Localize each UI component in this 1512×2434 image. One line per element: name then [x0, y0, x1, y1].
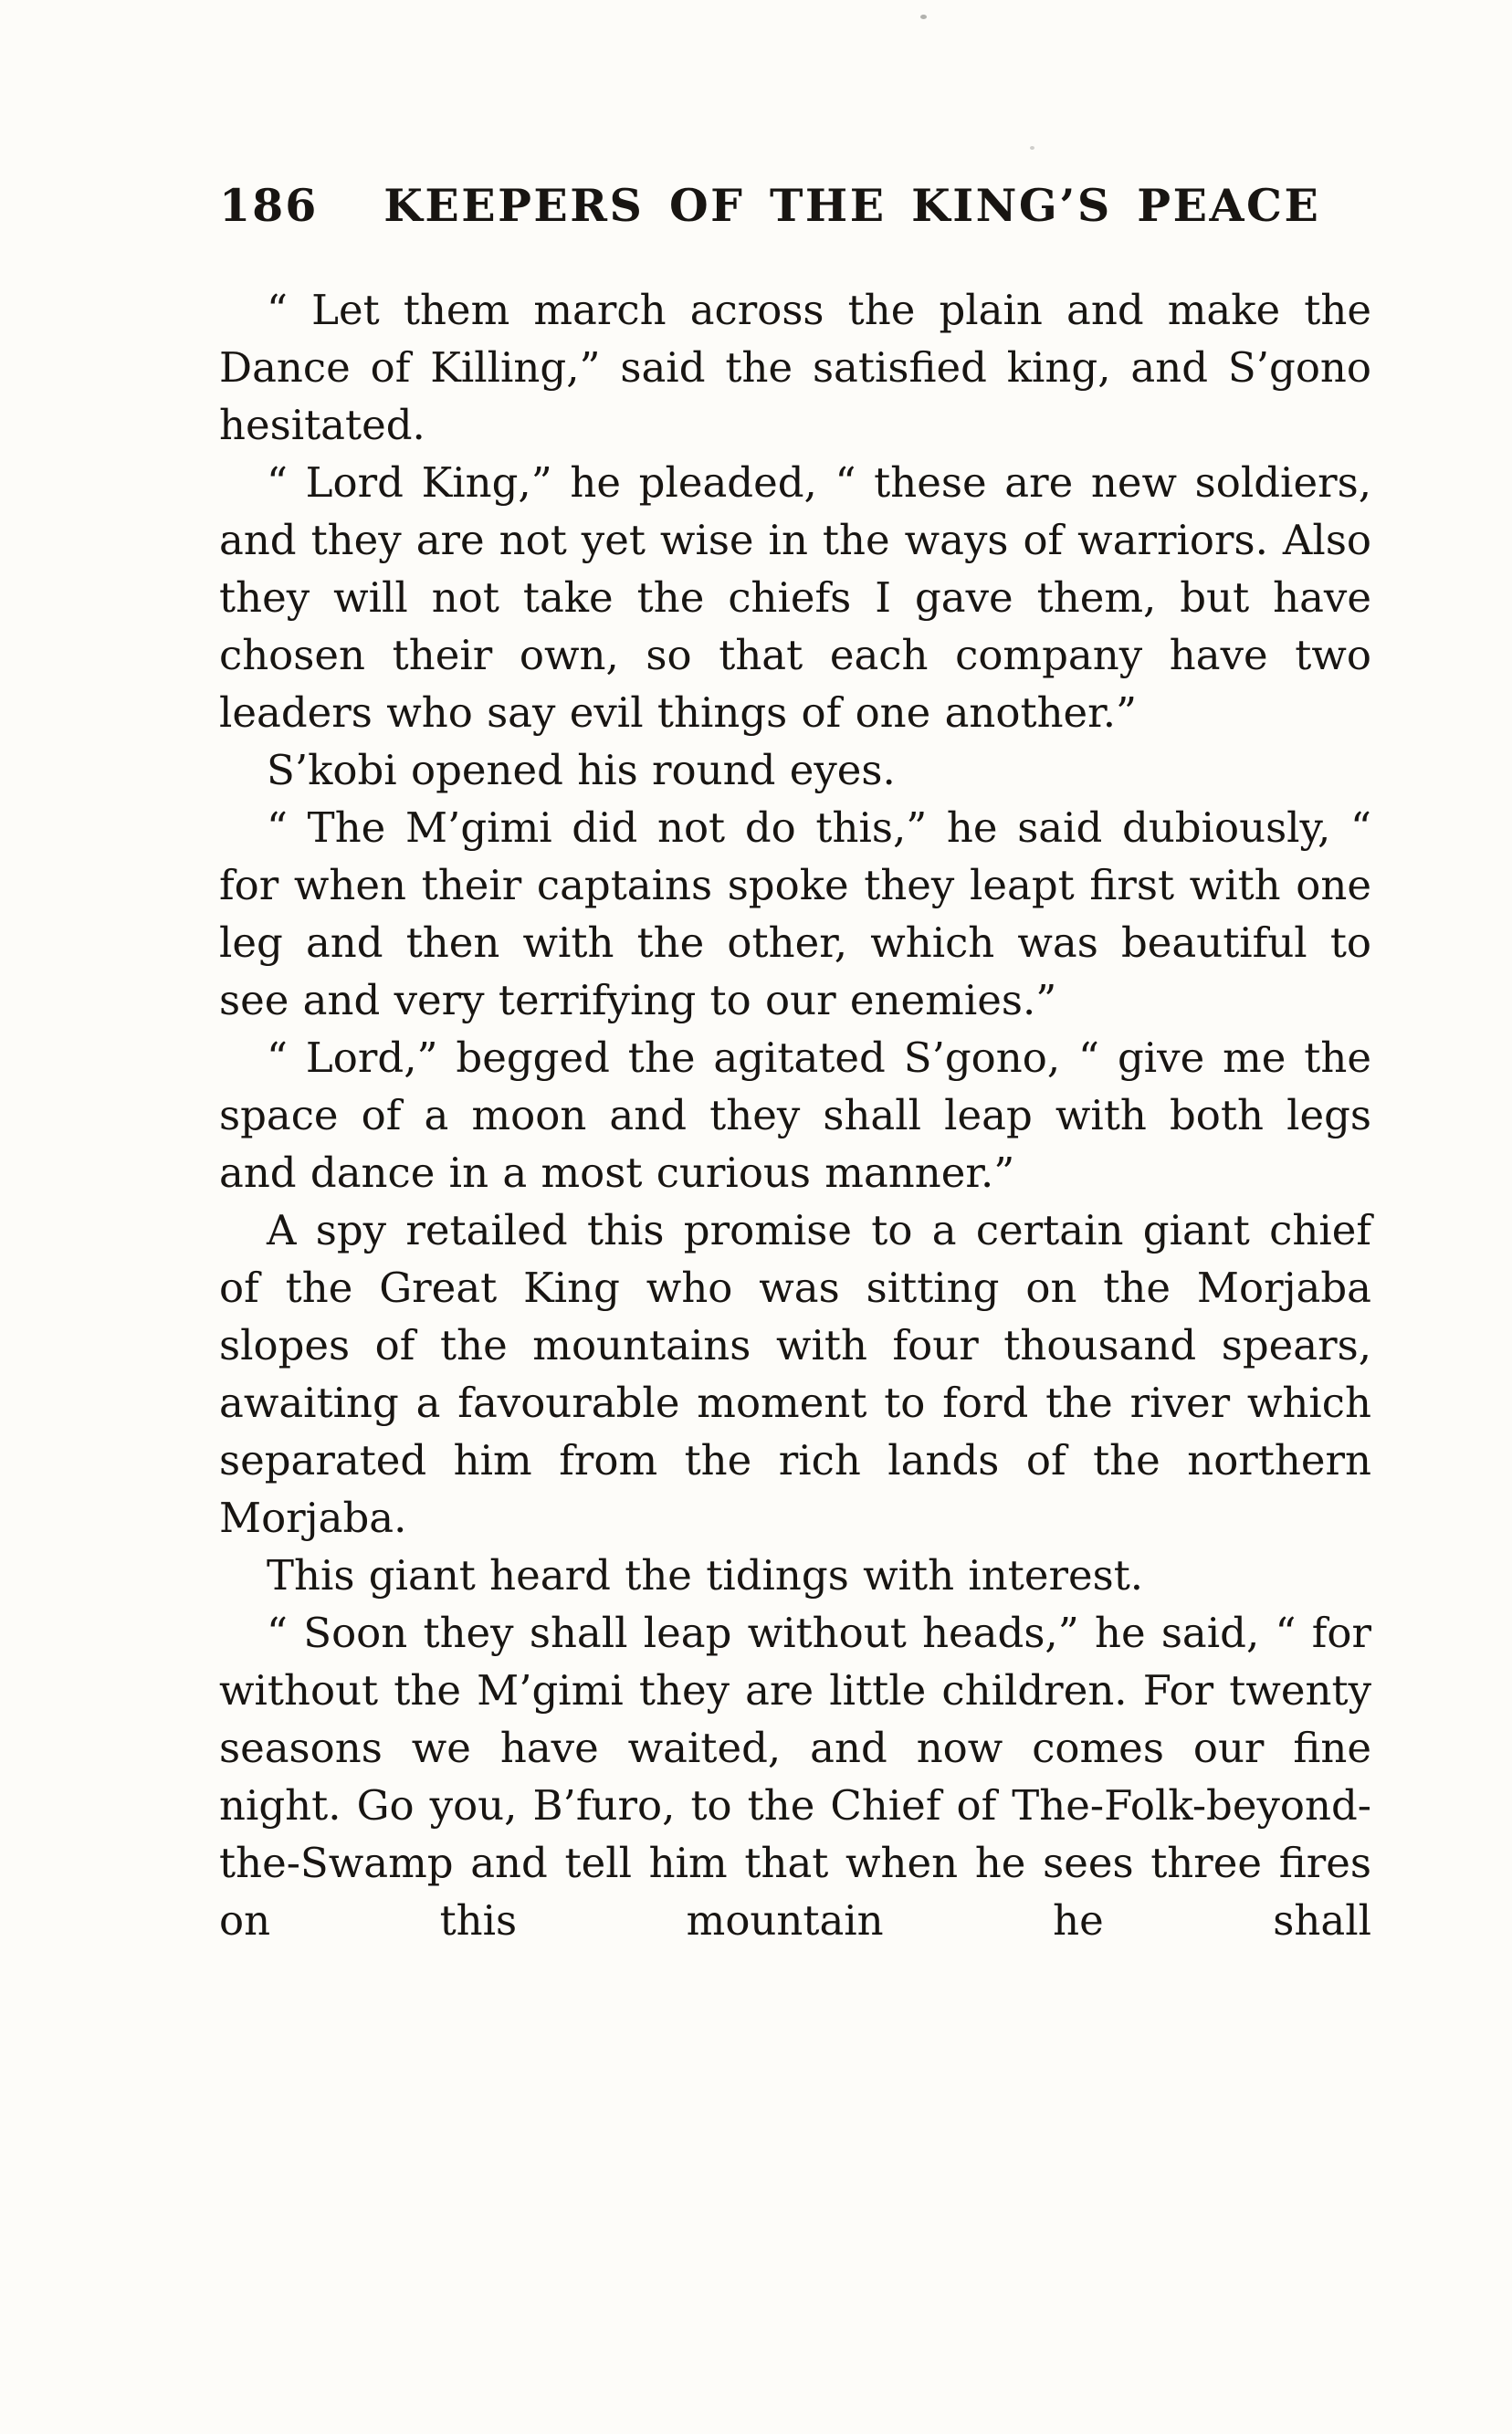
page-header [219, 179, 1321, 232]
paragraph: S’kobi opened his round eyes. [267, 746, 896, 794]
scan-speck [1030, 146, 1034, 150]
paragraph: “ The M’gimi did not do this,” he said dubiously, “ for when their captains spoke they leapt first with one leg and then with the other, which was beautiful to see and very terrifying to our enemies.” [219, 803, 1371, 1024]
body-text [219, 281, 1371, 1949]
paragraph: A spy retailed this promise to a certain giant chief of the Great King who was sitting on the Morjaba slopes of the mountains with four thousand spears, awaiting a favourable moment to ford the river which separated him from the rich lands of the northern Morjaba. [219, 1206, 1371, 1542]
paragraph: “ Soon they shall leap without heads,” he said, “ for without the M’gimi they are little children. For twenty seasons we have waited, and now comes our fine night. Go you, B’furo, to the Chief of The-Folk-beyond-the-Swamp and tell him that when he sees three fires on this mountain he shall [219, 1609, 1371, 1945]
paragraph: This giant heard the tidings with interest. [267, 1551, 1144, 1600]
page-number: 186 [219, 179, 319, 232]
running-title: KEEPERS OF THE KING’S PEACE [383, 179, 1321, 232]
paragraph: “ Lord,” begged the agitated S’gono, “ give me the space of a moon and they shall leap with both legs and dance in a most curious manner.” [219, 1033, 1371, 1197]
paragraph: “ Lord King,” he pleaded, “ these are new soldiers, and they are not yet wise in the ways of warriors. Also they will not take the chiefs I gave them, but have chosen their own, so that each company have two leaders who say evil things of one another.” [219, 458, 1371, 737]
paragraph: “ Let them march across the plain and make the Dance of Killing,” said the satisfied king, and S’gono hesitated. [219, 286, 1371, 449]
scan-speck [920, 15, 927, 19]
